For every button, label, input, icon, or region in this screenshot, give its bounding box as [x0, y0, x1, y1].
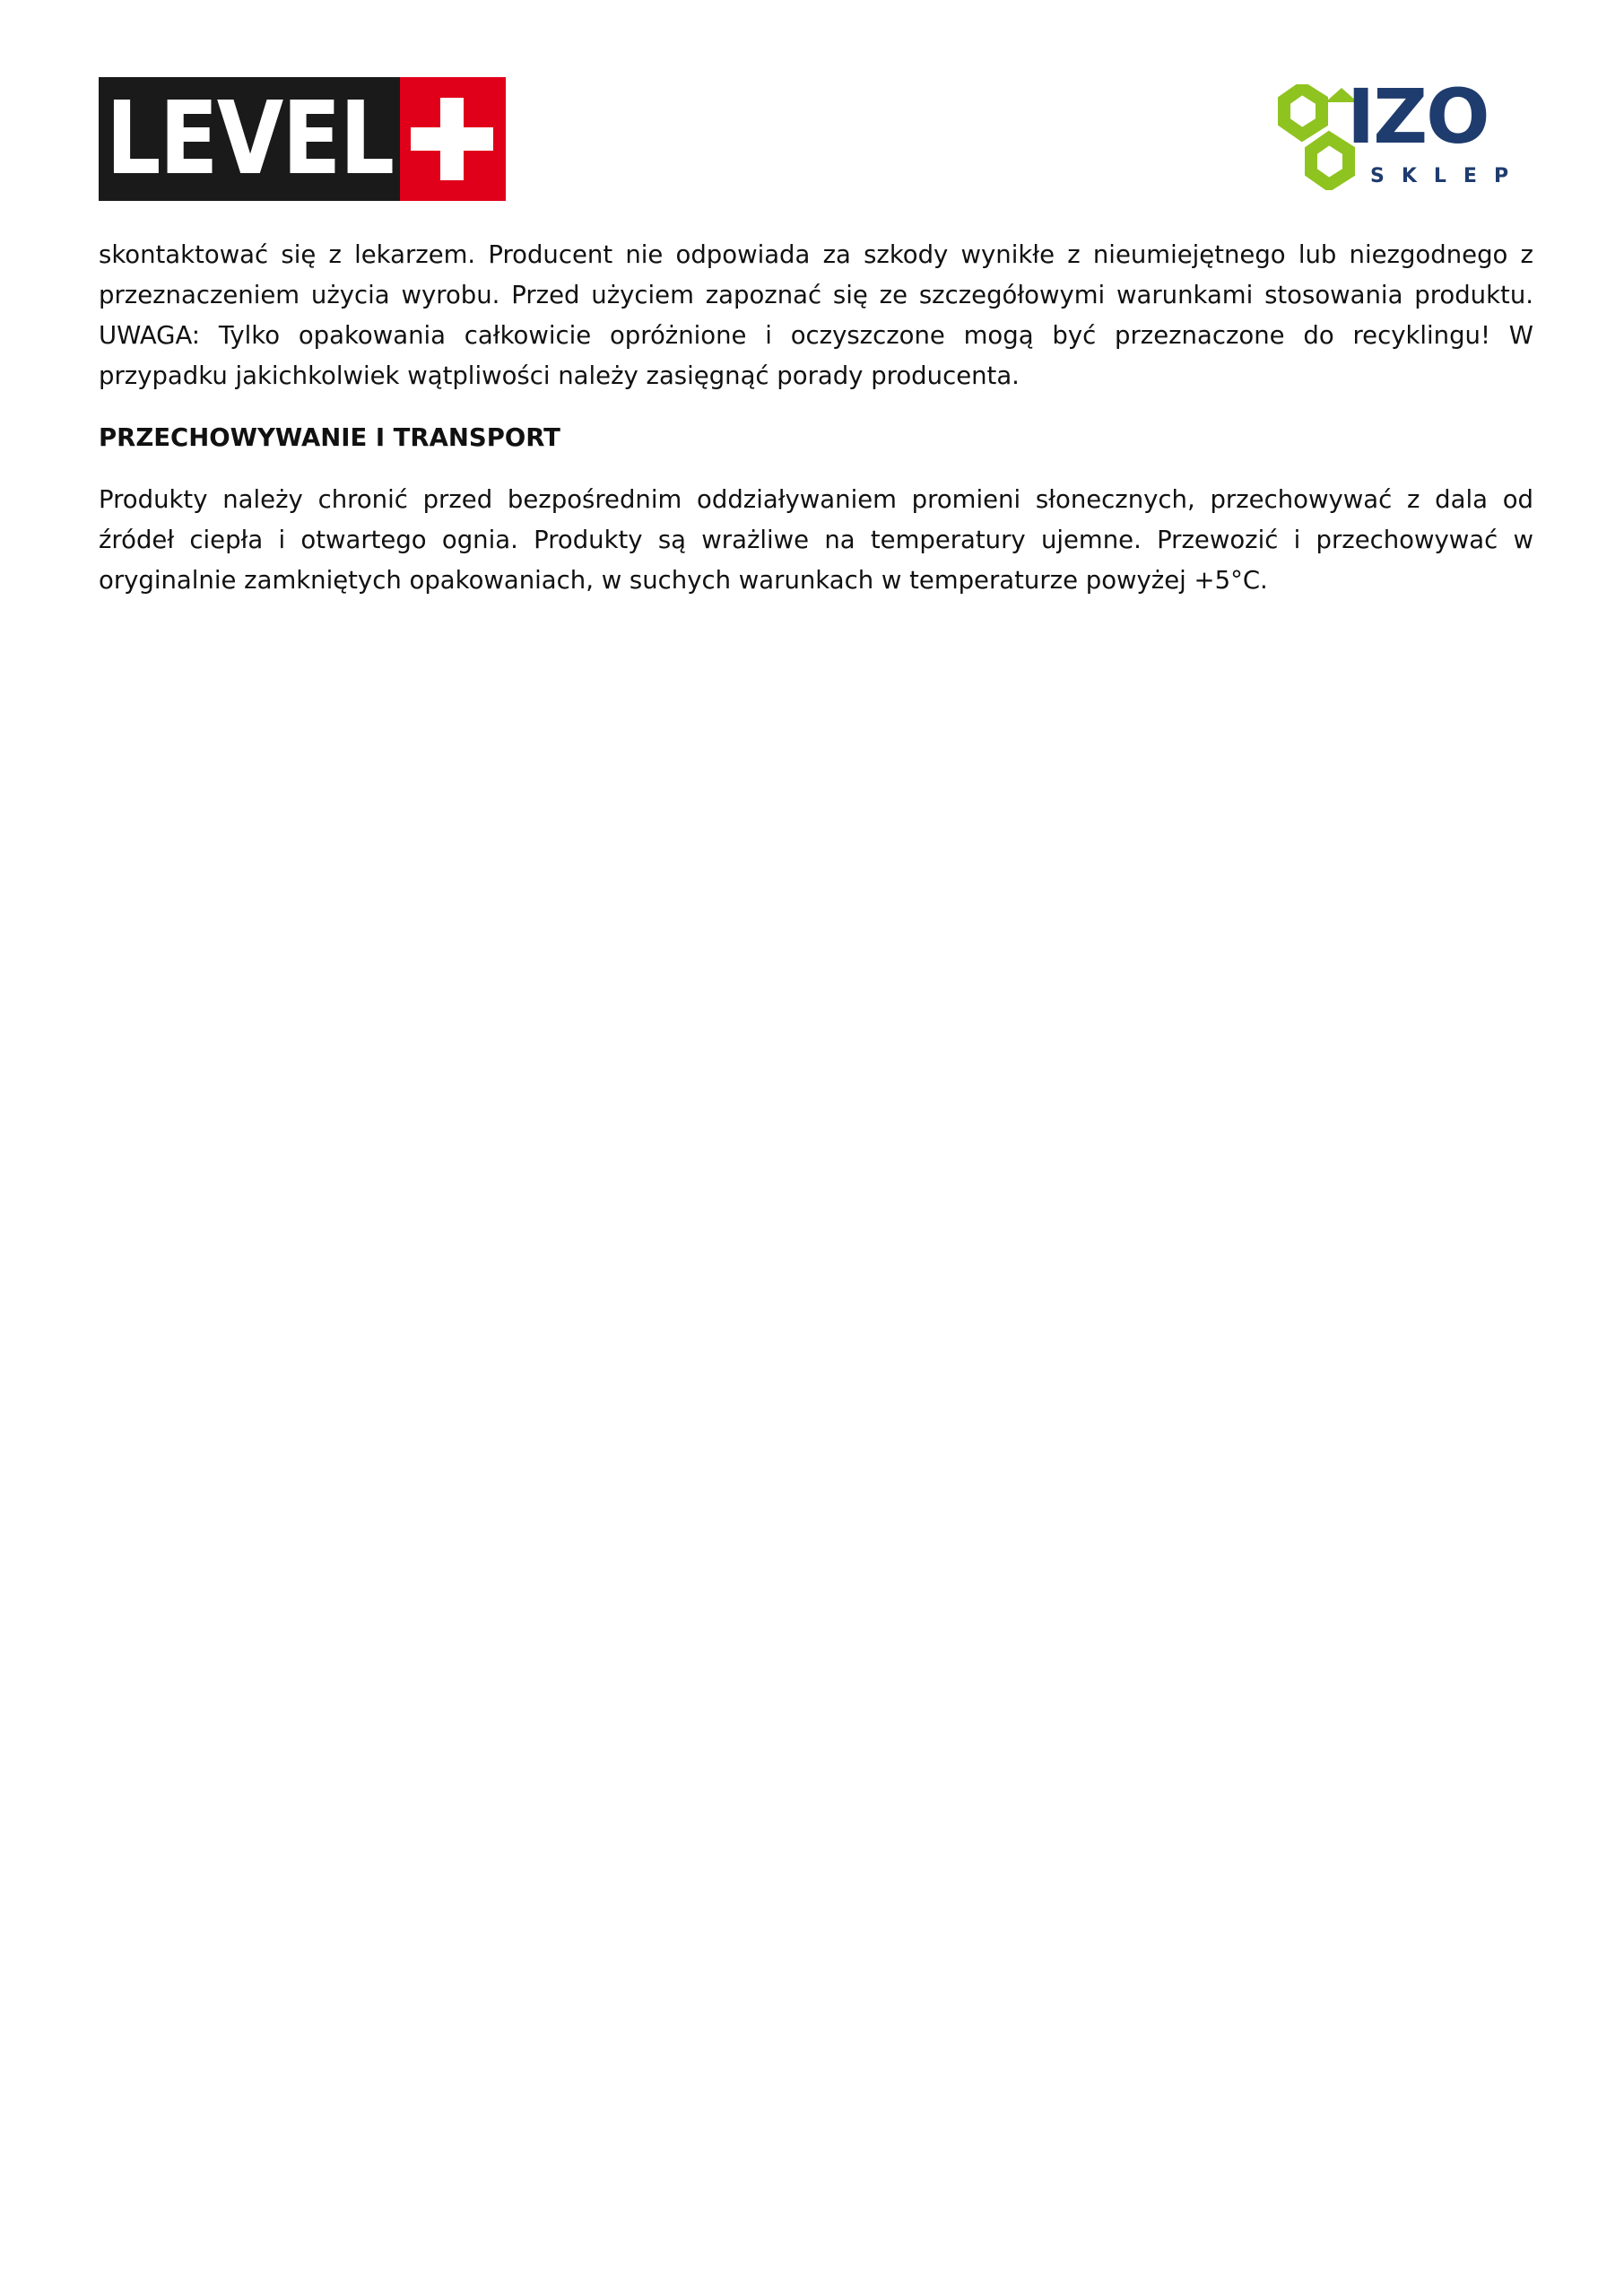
- level-plus-logo: [99, 77, 506, 201]
- level-logo-plus-box: [400, 77, 506, 201]
- level-logo-text: LEVEL: [105, 81, 394, 197]
- plus-icon: [400, 77, 506, 201]
- paragraph-storage: Produkty należy chronić przed bezpośrednim oddziaływaniem promieni słonecznych, przechowywać z dala od źródeł ciepła i otwartego ognia. Produkty są wrażliwe na temperatury ujemne. Przewozić i przechowywać w oryginalnie zamkniętych opakowaniach, w suchych warunkach w temperaturze powyżej +5°C.: [99, 485, 1533, 595]
- izo-sklep-logo: [1272, 73, 1532, 194]
- izo-logo-text: IZO: [1347, 73, 1489, 161]
- level-logo-word: [99, 77, 400, 201]
- document-body: [99, 235, 1533, 601]
- section-heading-storage: PRZECHOWYWANIE I TRANSPORT: [99, 423, 560, 452]
- paragraph-warnings: skontaktować się z lekarzem. Producent nie odpowiada za szkody wynikłe z nieumiejętnego lub niezgodnego z przeznaczeniem użycia wyrobu. Przed użyciem zapoznać się ze szczegółowymi warunkami stosowania produktu. UWAGA: Tylko opakowania całkowicie opróżnione i oczyszczone mogą być przeznaczone do recyklingu! W przypadku jakichkolwiek wątpliwości należy zasięgnąć porady producenta.: [99, 240, 1533, 390]
- sklep-logo-text: SKLEP: [1370, 165, 1526, 187]
